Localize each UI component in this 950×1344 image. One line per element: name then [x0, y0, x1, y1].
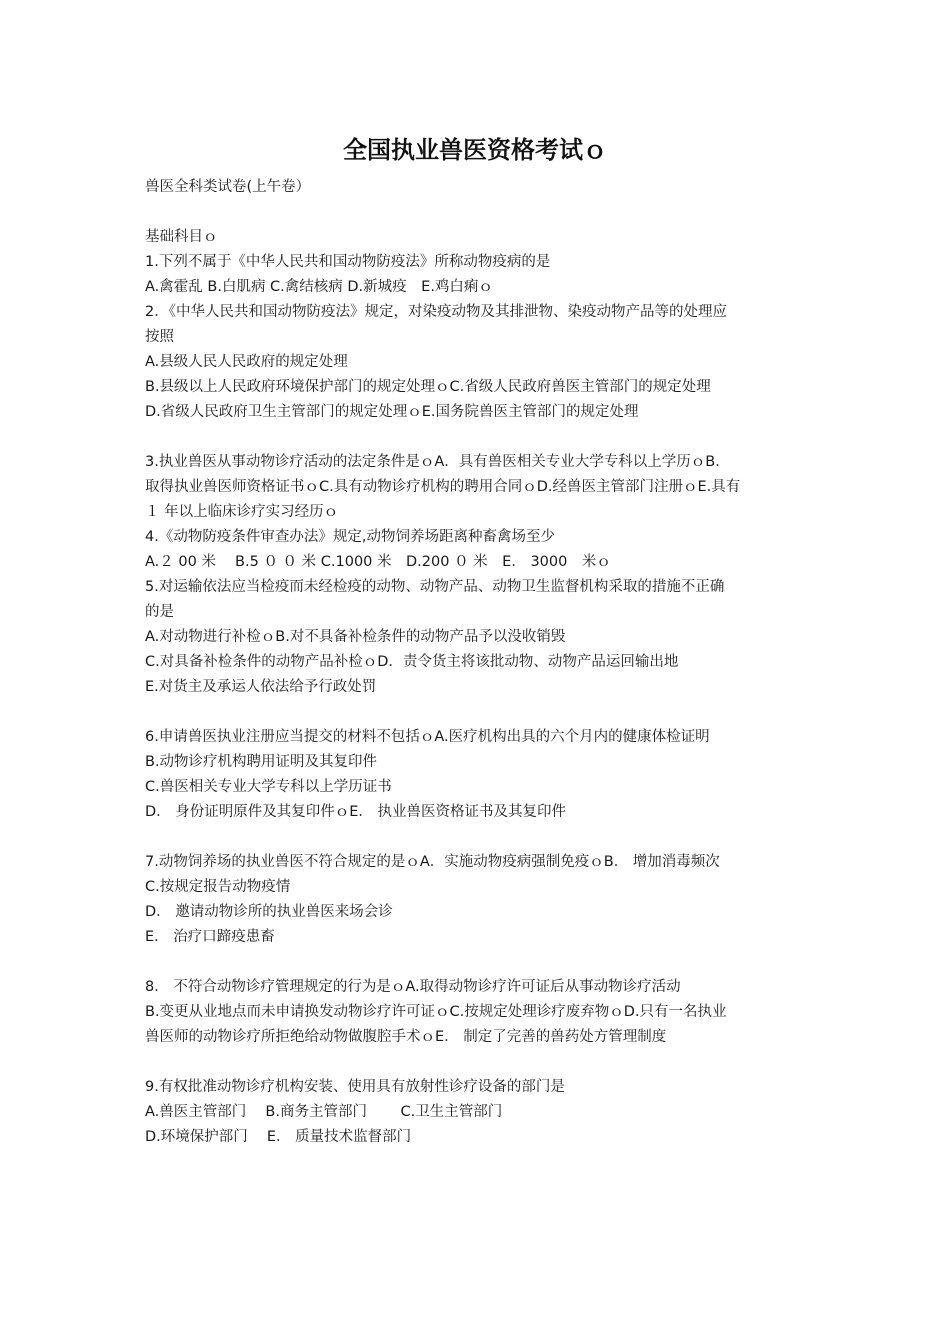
blank-line — [145, 825, 815, 850]
text-line: A.县级人民人民政府的规定处理 — [145, 354, 348, 370]
text-line: 兽医全科类试卷(上午卷） — [145, 179, 311, 195]
text-line: A.禽霍乱 B.白肌病 C.禽结核病 D.新城疫 E.鸡白痢ｏ — [145, 279, 493, 295]
document-body — [145, 175, 815, 1150]
text-line: A.２ 00 米 B.5 ０ ０ 米 C.1000 米 D.200 ０ 米 E． 3000 米ｏ — [145, 554, 611, 570]
text-line: 9.有权批准动物诊疗机构安装、使用具有放射性诊疗设备的部门是 — [145, 1079, 565, 1095]
text-line: 基础科目ｏ — [145, 229, 218, 245]
text-line: １ 年以上临床诊疗实习经历ｏ — [145, 504, 339, 520]
text-line: 7.动物饲养场的执业兽医不符合规定的是ｏA．实施动物疫病强制免疫ｏB． 增加消毒频次 — [145, 854, 720, 870]
document-title: 全国执业兽医资格考试ｏ — [343, 136, 607, 164]
text-line: D.省级人民政府卫生主管部门的规定处理ｏE.国务院兽医主管部门的规定处理 — [145, 404, 639, 420]
text-line: E.对货主及承运人依法给予行政处罚 — [145, 679, 377, 695]
text-line: C.按规定报告动物疫情 — [145, 879, 291, 895]
text-line: 3.执业兽医从事动物诊疗活动的法定条件是ｏA．具有兽医相关专业大学专科以上学历ｏB. — [145, 454, 720, 470]
blank-line — [145, 700, 815, 725]
text-line: C.兽医相关专业大学专科以上学历证书 — [145, 779, 392, 795]
text-line: B.变更从业地点而未申请换发动物诊疗许可证ｏC.按规定处理诊疗废弃物ｏD.只有一名执业 — [145, 1004, 727, 1020]
text-line: 按照 — [145, 329, 174, 345]
text-line: A.对动物进行补检ｏB.对不具备补检条件的动物产品予以没收销毁 — [145, 629, 566, 645]
blank-line — [145, 1050, 815, 1075]
text-line: B.动物诊疗机构聘用证明及其复印件 — [145, 754, 378, 770]
text-line: 1.下列不属于《中华人民共和国动物防疫法》所称动物疫病的是 — [145, 254, 551, 270]
text-line: D． 身份证明原件及其复印件ｏE． 执业兽医资格证书及其复印件 — [145, 804, 567, 820]
text-line: 5.对运输依法应当检疫而未经检疫的动物、动物产品、动物卫生监督机构采取的措施不正确 — [145, 579, 725, 595]
text-line: B.县级以上人民政府环境保护部门的规定处理ｏC.省级人民政府兽医主管部门的规定处理 — [145, 379, 711, 395]
text-line: 4.《动物防疫条件审查办法》规定,动物饲养场距离种畜禽场至少 — [145, 529, 555, 545]
text-line: 的是 — [145, 604, 174, 620]
text-line: 2．《中华人民共和国动物防疫法》规定，对染疫动物及其排泄物、染疫动物产品等的处理应 — [145, 304, 727, 320]
blank-line — [145, 200, 815, 225]
text-line: A.兽医主管部门 B.商务主管部门 C.卫生主管部门 — [145, 1104, 503, 1120]
text-line: D． 邀请动物诊所的执业兽医来场会诊 — [145, 904, 393, 920]
text-line: 取得执业兽医师资格证书ｏC.具有动物诊疗机构的聘用合同ｏD.经兽医主管部门注册ｏE.具有 — [145, 479, 741, 495]
text-line: 兽医师的动物诊疗所拒绝给动物做腹腔手术ｏE． 制定了完善的兽药处方管理制度 — [145, 1029, 667, 1045]
text-line: E． 治疗口蹄疫患畜 — [145, 929, 275, 945]
text-line: 6.申请兽医执业注册应当提交的材料不包括ｏA.医疗机构出具的六个月内的健康体检证明 — [145, 729, 710, 745]
text-line: D.环境保护部门 E． 质量技术监督部门 — [145, 1129, 412, 1145]
blank-line — [145, 425, 815, 450]
blank-line — [145, 950, 815, 975]
text-line: 8． 不符合动物诊疗管理规定的行为是ｏA.取得动物诊疗许可证后从事动物诊疗活动 — [145, 979, 681, 995]
text-line: C.对具备补检条件的动物产品补检ｏD．责令货主将该批动物、动物产品运回输出地 — [145, 654, 679, 670]
